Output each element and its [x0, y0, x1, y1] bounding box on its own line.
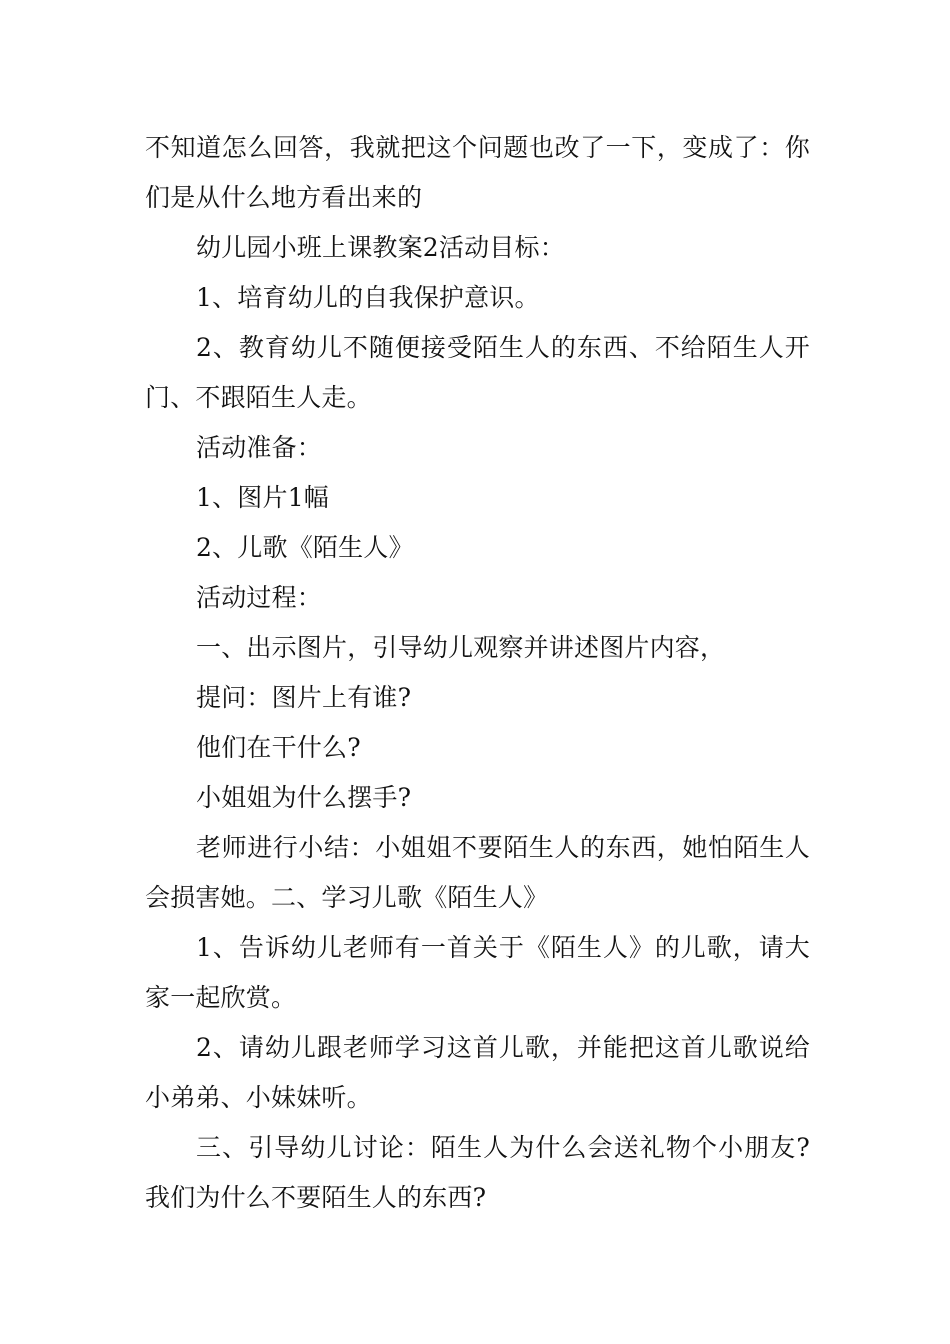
paragraph-question-1: 提问：图片上有谁? [196, 683, 412, 712]
paragraph-question-2: 他们在干什么? [196, 733, 361, 762]
paragraph-goal-2: 2、教育幼儿不随便接受陌生人的东西、不给陌生人开门、不跟陌生人走。 [145, 333, 810, 412]
paragraph-preparation-heading: 活动准备： [196, 433, 323, 462]
paragraph-discussion: 三、引导幼儿讨论：陌生人为什么会送礼物个小朋友?我们为什么不要陌生人的东西? [145, 1133, 810, 1212]
paragraph-preparation-1: 1、图片1幅 [196, 483, 330, 512]
paragraph-step-1: 一、出示图片，引导幼儿观察并讲述图片内容， [196, 633, 726, 662]
paragraph-question-3: 小姐姐为什么摆手? [196, 783, 412, 812]
document-body [145, 123, 810, 1223]
paragraph-process-heading: 活动过程： [196, 583, 323, 612]
paragraph-summary: 老师进行小结：小姐姐不要陌生人的东西，她怕陌生人会损害她。二、学习儿歌《陌生人》 [145, 833, 810, 912]
paragraph-lesson-title: 幼儿园小班上课教案2活动目标： [196, 233, 565, 262]
paragraph-continuation: 不知道怎么回答，我就把这个问题也改了一下，变成了：你们是从什么地方看出来的 [145, 133, 810, 212]
paragraph-song-2: 2、请幼儿跟老师学习这首儿歌，并能把这首儿歌说给小弟弟、小妹妹听。 [145, 1033, 810, 1112]
paragraph-goal-1: 1、培育幼儿的自我保护意识。 [196, 283, 540, 312]
paragraph-preparation-2: 2、儿歌《陌生人》 [196, 533, 414, 562]
paragraph-song-1: 1、告诉幼儿老师有一首关于《陌生人》的儿歌，请大家一起欣赏。 [145, 933, 810, 1012]
